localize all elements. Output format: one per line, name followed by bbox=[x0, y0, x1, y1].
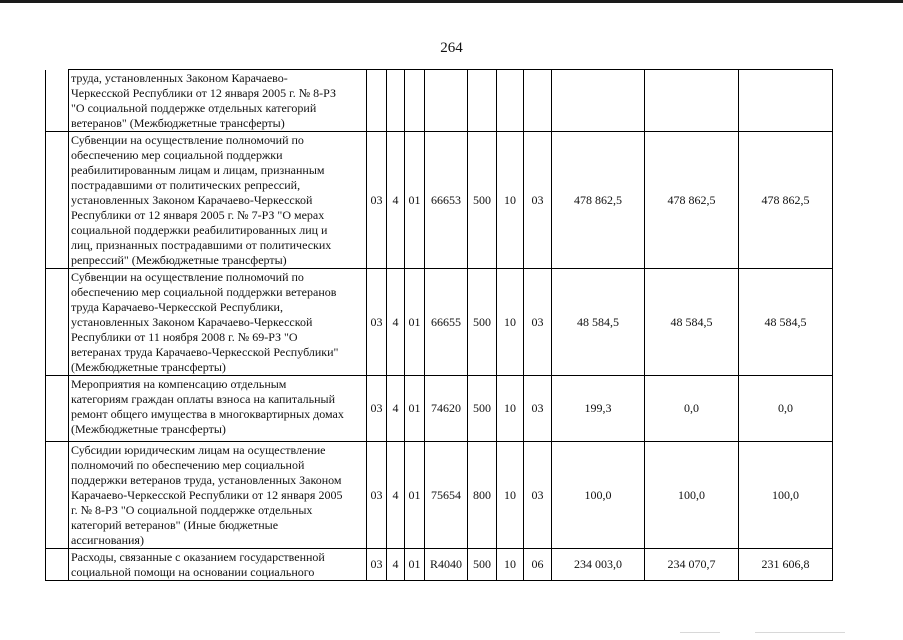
value-2-cell: 234 070,7 bbox=[645, 549, 739, 581]
code-6-cell: 10 bbox=[497, 549, 524, 581]
code-7-cell: 03 bbox=[524, 132, 552, 269]
value-1-cell bbox=[552, 70, 645, 132]
code-5-cell bbox=[468, 70, 497, 132]
code-4-cell: 66653 bbox=[425, 132, 468, 269]
value-2-cell: 478 862,5 bbox=[645, 132, 739, 269]
table-row bbox=[46, 442, 833, 549]
value-3-cell: 48 584,5 bbox=[739, 269, 833, 376]
code-4-cell: 66655 bbox=[425, 269, 468, 376]
code-5-cell: 500 bbox=[468, 549, 497, 581]
description-cell: Расходы, связанные с оказанием государственной социальной помощи на основании социального bbox=[69, 549, 367, 581]
code-5-cell: 800 bbox=[468, 442, 497, 549]
code-2-cell: 4 bbox=[387, 376, 405, 442]
description-cell: Субвенции на осуществление полномочий по обеспечению мер социальной поддержки ветеранов труда Карачаево-Черкесской Республики, установленных Законом Карачаево-Черкесской Республики от 11 ноября 2008 г. № 69-РЗ "О ветеранах труда Карачаево-Черкесской Республики" (Межбюджетные трансферты) bbox=[69, 269, 367, 376]
page-number: 264 bbox=[440, 40, 463, 56]
table-row bbox=[46, 269, 833, 376]
value-1-cell: 100,0 bbox=[552, 442, 645, 549]
value-3-cell bbox=[739, 70, 833, 132]
code-1-cell bbox=[367, 70, 387, 132]
description-cell: Субсидии юридическим лицам на осуществление полномочий по обеспечению мер социальной поддержки ветеранов труда, установленных Законом Карачаево-Черкесской Республики от 12 января 2005 г. № 8-РЗ "О социальной поддержке отдельных категорий ветеранов" (Иные бюджетные ассигнования) bbox=[69, 442, 367, 549]
blank-cell bbox=[46, 132, 69, 269]
code-2-cell: 4 bbox=[387, 549, 405, 581]
code-6-cell: 10 bbox=[497, 269, 524, 376]
value-3-cell: 231 606,8 bbox=[739, 549, 833, 581]
blank-cell bbox=[46, 269, 69, 376]
value-1-cell: 234 003,0 bbox=[552, 549, 645, 581]
scan-artifact-line bbox=[680, 632, 720, 633]
code-1-cell: 03 bbox=[367, 132, 387, 269]
code-1-cell: 03 bbox=[367, 442, 387, 549]
code-7-cell bbox=[524, 70, 552, 132]
code-3-cell: 01 bbox=[405, 132, 425, 269]
blank-cell bbox=[46, 376, 69, 442]
code-5-cell: 500 bbox=[468, 269, 497, 376]
value-1-cell: 48 584,5 bbox=[552, 269, 645, 376]
table-row bbox=[46, 549, 833, 581]
top-border-rule bbox=[0, 0, 903, 3]
code-1-cell: 03 bbox=[367, 376, 387, 442]
description-cell: Мероприятия на компенсацию отдельным категориям граждан оплаты взноса на капитальный ремонт общего имущества в многоквартирных домах (Межбюджетные трансферты) bbox=[69, 376, 367, 442]
code-3-cell bbox=[405, 70, 425, 132]
code-7-cell: 03 bbox=[524, 442, 552, 549]
code-2-cell: 4 bbox=[387, 269, 405, 376]
value-2-cell bbox=[645, 70, 739, 132]
blank-cell bbox=[46, 549, 69, 581]
table-row bbox=[46, 132, 833, 269]
code-2-cell bbox=[387, 70, 405, 132]
code-5-cell: 500 bbox=[468, 376, 497, 442]
code-6-cell: 10 bbox=[497, 442, 524, 549]
code-6-cell bbox=[497, 70, 524, 132]
code-4-cell bbox=[425, 70, 468, 132]
blank-cell bbox=[46, 70, 69, 132]
code-3-cell: 01 bbox=[405, 549, 425, 581]
code-2-cell: 4 bbox=[387, 442, 405, 549]
code-1-cell: 03 bbox=[367, 269, 387, 376]
code-3-cell: 01 bbox=[405, 376, 425, 442]
code-6-cell: 10 bbox=[497, 376, 524, 442]
value-2-cell: 48 584,5 bbox=[645, 269, 739, 376]
code-4-cell: 74620 bbox=[425, 376, 468, 442]
code-1-cell: 03 bbox=[367, 549, 387, 581]
code-2-cell: 4 bbox=[387, 132, 405, 269]
value-2-cell: 100,0 bbox=[645, 442, 739, 549]
value-2-cell: 0,0 bbox=[645, 376, 739, 442]
budget-table bbox=[45, 69, 833, 581]
value-3-cell: 100,0 bbox=[739, 442, 833, 549]
table-row bbox=[46, 70, 833, 132]
description-cell: труда, установленных Законом Карачаево- Черкесской Республики от 12 января 2005 г. № 8-РЗ "О социальной поддержке отдельных категорий ветеранов" (Межбюджетные трансферты) bbox=[69, 70, 367, 132]
description-cell: Субвенции на осуществление полномочий по обеспечению мер социальной поддержки реабилитированным лицам и лицам, признанным пострадавшими от политических репрессий, установленных Законом Карачаево-Черкесской Республики от 12 января 2005 г. № 7-РЗ "О мерах социальной поддержки реабилитированных лиц и лиц, признанных пострадавшими от политических репрессий" (Межбюджетные трансферты) bbox=[69, 132, 367, 269]
code-7-cell: 03 bbox=[524, 376, 552, 442]
table-row bbox=[46, 376, 833, 442]
code-7-cell: 03 bbox=[524, 269, 552, 376]
blank-cell bbox=[46, 442, 69, 549]
value-1-cell: 478 862,5 bbox=[552, 132, 645, 269]
code-4-cell: R4040 bbox=[425, 549, 468, 581]
code-7-cell: 06 bbox=[524, 549, 552, 581]
code-6-cell: 10 bbox=[497, 132, 524, 269]
code-5-cell: 500 bbox=[468, 132, 497, 269]
scan-artifact-line bbox=[755, 632, 845, 633]
code-3-cell: 01 bbox=[405, 442, 425, 549]
code-3-cell: 01 bbox=[405, 269, 425, 376]
value-1-cell: 199,3 bbox=[552, 376, 645, 442]
value-3-cell: 478 862,5 bbox=[739, 132, 833, 269]
code-4-cell: 75654 bbox=[425, 442, 468, 549]
value-3-cell: 0,0 bbox=[739, 376, 833, 442]
